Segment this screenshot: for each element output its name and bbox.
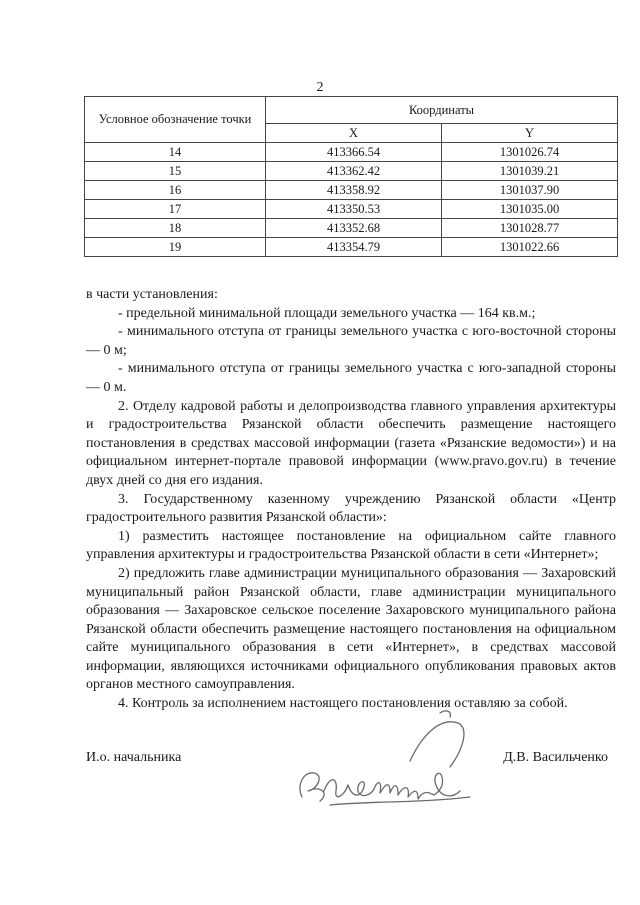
cell-y: 1301037.90 (442, 181, 618, 200)
cell-x: 413350.53 (266, 200, 442, 219)
cell-y: 1301039.21 (442, 162, 618, 181)
paragraph-item-2: 2. Отделу кадровой работы и делопроизводства главного управления архитектуры и градостроительства Рязанской области обеспечить размещение настоящего постановления в средствах массовой информации (газета «Рязанские ведомости») и на официальном интернет-портале правовой информации (www.pravo.gov.ru) в течение двух дней со дня его издания. (86, 398, 616, 488)
document-body (86, 286, 616, 714)
cell-x: 413354.79 (266, 238, 442, 257)
handwritten-signature (290, 705, 490, 815)
paragraph-item-3-2: 2) предложить главе администрации муниципального образования — Захаровский муниципальный район Рязанской области, главе администрации муниципального образования — Захаровское сельское поселение Захаровского муниципального района Рязанской области обеспечить размещение настоящего постановления на официальном сайте муниципального образования в сети «Интернет», в средствах массовой информации, являющихся источниками официального опубликования правовых актов органов местного самоуправления. (86, 565, 616, 693)
header-point: Условное обозначение точки (85, 97, 266, 143)
table-row (85, 219, 618, 238)
paragraph-item-4: 4. Контроль за исполнением настоящего постановления оставляю за собой. (118, 696, 568, 712)
table-row (85, 238, 618, 257)
paragraph-sw-offset: - минимального отступа от границы земельного участка с юго-западной стороны — 0 м. (86, 361, 616, 395)
paragraph-se-offset: - минимального отступа от границы земельного участка с юго-восточной стороны — 0 м; (86, 324, 616, 358)
page-number: 2 (316, 80, 324, 95)
table-row (85, 143, 618, 162)
cell-x: 413358.92 (266, 181, 442, 200)
paragraph-min-area: - предельной минимальной площади земельного участка — 164 кв.м.; (118, 305, 536, 321)
table-row (85, 200, 618, 219)
header-x: X (266, 124, 442, 143)
signatory-name: Д.В. Васильченко (503, 750, 608, 765)
cell-point: 18 (85, 219, 266, 238)
cell-point: 15 (85, 162, 266, 181)
cell-point: 19 (85, 238, 266, 257)
cell-point: 16 (85, 181, 266, 200)
cell-point: 17 (85, 200, 266, 219)
paragraph-intro: в части установления: (86, 287, 218, 302)
header-y: Y (442, 124, 618, 143)
header-coordinates: Координаты (266, 97, 618, 124)
paragraph-item-3-1: 1) разместить настоящее постановление на официальном сайте главного управления архитектуры и градостроительства Рязанской области в сети «Интернет»; (86, 528, 616, 563)
cell-y: 1301026.74 (442, 143, 618, 162)
cell-x: 413352.68 (266, 219, 442, 238)
cell-y: 1301022.66 (442, 238, 618, 257)
coordinates-table (84, 96, 618, 257)
signatory-role: И.о. начальника (86, 750, 182, 765)
cell-y: 1301035.00 (442, 200, 618, 219)
paragraph-item-3: 3. Государственному казенному учреждению Рязанской области «Центр градостроительного развития Рязанской области»: (86, 491, 616, 526)
cell-point: 14 (85, 143, 266, 162)
table-row (85, 181, 618, 200)
table-row (85, 162, 618, 181)
cell-x: 413362.42 (266, 162, 442, 181)
cell-x: 413366.54 (266, 143, 442, 162)
cell-y: 1301028.77 (442, 219, 618, 238)
